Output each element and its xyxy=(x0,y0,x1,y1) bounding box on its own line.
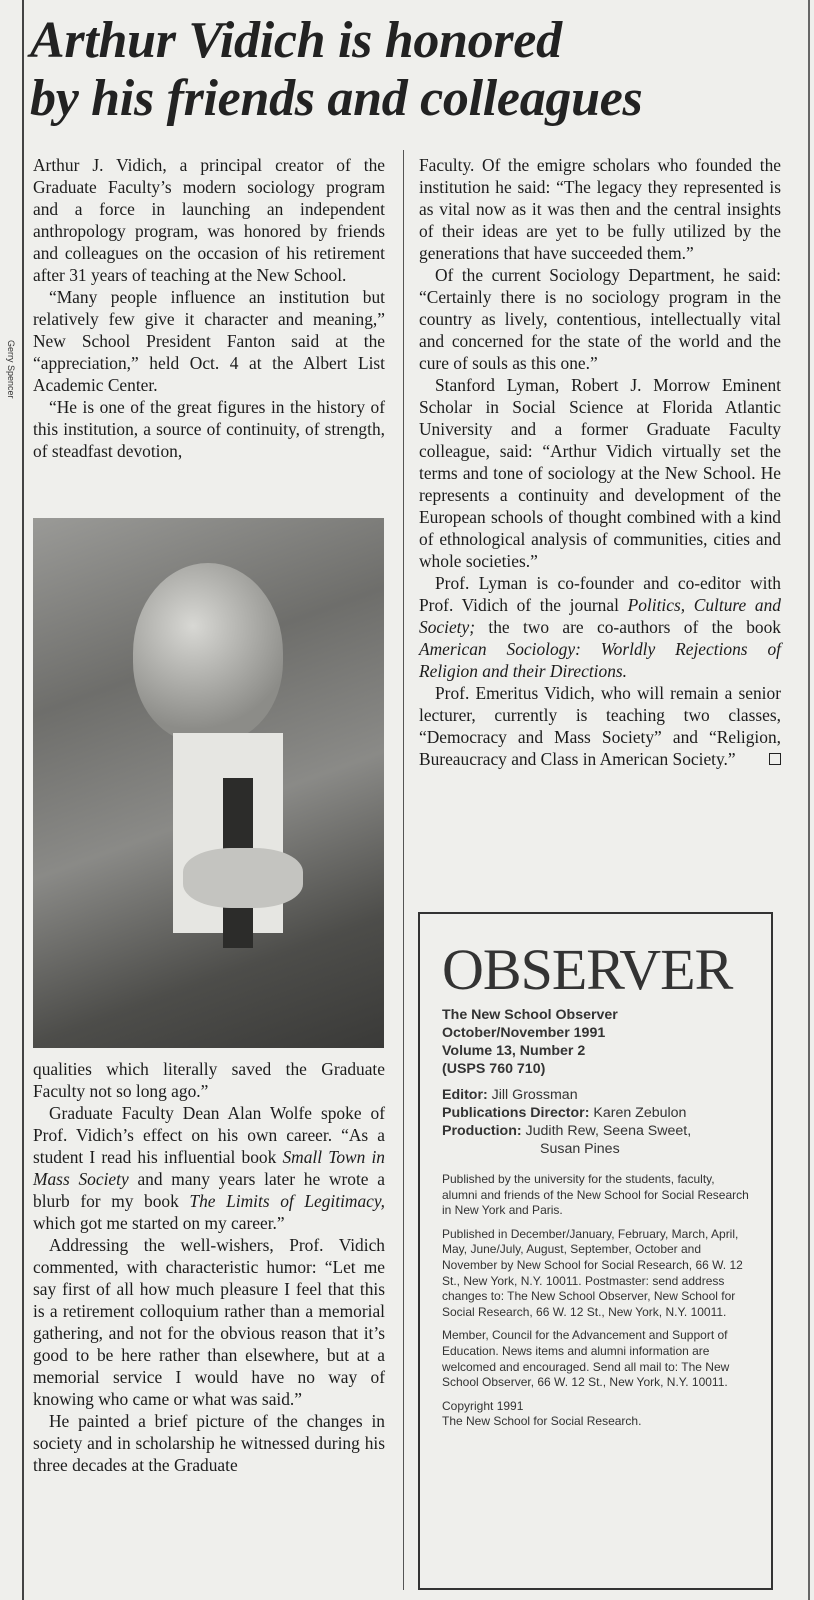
paragraph: He painted a brief picture of the changes in society and in scholarship he witnessed during his three decades at the Graduate xyxy=(33,1411,385,1475)
paragraph: Stanford Lyman, Robert J. Morrow Eminent Scholar in Social Science at Florida Atlantic University and a former Graduate Faculty colleague, said: “Arthur Vidich virtually set the terms and tone of sociology at the New School. He represents a continuity and development of the European schools of thought combined with a kind of ethnological analysis of communities, cities and whole societies.” xyxy=(419,375,781,571)
paragraph xyxy=(33,1102,385,1234)
copyright-line: The New School for Social Research. xyxy=(442,1414,642,1429)
headline-line: by his friends and colleagues xyxy=(30,70,643,127)
observer-logo: OBSERVER xyxy=(442,937,733,1002)
masthead-box xyxy=(418,912,773,1590)
staff-editor xyxy=(442,1086,749,1104)
copyright xyxy=(442,1399,749,1430)
text: and many years later he wrote a blurb for my book xyxy=(33,1169,385,1211)
staff-production xyxy=(442,1122,749,1140)
staff-list xyxy=(442,1086,749,1158)
photo-credit: Gerry Spencer xyxy=(6,340,16,399)
paragraph: Faculty. Of the emigre scholars who founded the institution he said: “The legacy they represented is as vital now as it was then and the central insights of their ideas are yet to be fully utilized by the generations that have succeeded them.” xyxy=(419,155,781,263)
book-title: The Limits of Legitimacy, xyxy=(189,1191,386,1211)
book-title: Small Town in Mass Society xyxy=(33,1147,385,1189)
paragraph xyxy=(419,682,781,770)
photo-hand-shape xyxy=(183,848,303,908)
text: Prof. Lyman is co-founder and co-editor with Prof. Vidich of the journal xyxy=(419,573,781,615)
page-edge-rule xyxy=(808,0,810,1600)
paragraph: Addressing the well-wishers, Prof. Vidich commented, with characteristic humor: “Let me say first of all how much pleasure I feel that this is a retirement colloquium rather than a memorial gathering, and not for the obvious reason that it’s good to be here rather than elsewhere, but at a memorial service I would have no way of knowing who came or what was said.” xyxy=(33,1235,385,1409)
info-paragraph: Published in December/January, February, March, April, May, June/July, August, September, October and November by New School for Social Research, 66 W. 12 St., New York, N.Y. 10011. Postmaster: send address changes to: The New School Observer, New School for Social Research, 66 W. 12 St., New York, N.Y. 10011. xyxy=(442,1226,743,1319)
label: Production: xyxy=(442,1123,522,1139)
value: Judith Rew, Seena Sweet, xyxy=(521,1123,692,1139)
headline-line: Arthur Vidich is honored xyxy=(30,12,562,69)
article-column-left-bottom xyxy=(33,1058,385,1476)
book-title: American Sociology: Worldly Rejections of Religion and their Directions. xyxy=(419,639,781,681)
masthead-line: (USPS 760 710) xyxy=(442,1061,546,1077)
article-column-right xyxy=(419,154,781,770)
value: Karen Zebulon xyxy=(589,1105,687,1121)
label: Publications Director: xyxy=(442,1105,590,1121)
masthead-line: The New School Observer xyxy=(442,1007,618,1023)
page-edge-rule xyxy=(22,0,24,1600)
journal-title: Politics, Culture and Society; xyxy=(419,595,782,637)
paragraph: “He is one of the great figures in the history of this institution, a source of continuity, of strength, of steadfast devotion, xyxy=(33,397,385,461)
text: which got me started on my career.” xyxy=(33,1213,285,1233)
masthead-info xyxy=(442,1006,749,1078)
column-divider xyxy=(403,150,404,1590)
paragraph: qualities which literally saved the Graduate Faculty not so long ago.” xyxy=(33,1059,385,1101)
article-column-left-top xyxy=(33,154,385,462)
end-mark-icon xyxy=(769,753,781,765)
masthead-line: Volume 13, Number 2 xyxy=(442,1043,586,1059)
info-paragraph: Published by the university for the students, faculty, alumni and friends of the New School for Social Research in New York and Paris. xyxy=(442,1172,749,1218)
paragraph xyxy=(419,572,781,682)
portrait-photo xyxy=(33,518,384,1048)
paragraph: “Many people influence an institution but relatively few give it character and meaning,” New School President Fanton said at the “appreciation,” held Oct. 4 at the Albert List Academic Center. xyxy=(33,287,385,395)
copyright-line: Copyright 1991 xyxy=(442,1398,524,1413)
value: Jill Grossman xyxy=(487,1087,578,1103)
headline xyxy=(30,12,642,128)
masthead-line: October/November 1991 xyxy=(442,1025,606,1041)
text: Graduate Faculty Dean Alan Wolfe spoke of Prof. Vidich’s effect on his own career. “As a student I read his influential book xyxy=(33,1103,385,1167)
staff-production-cont: Susan Pines xyxy=(540,1141,620,1157)
photo-head-shape xyxy=(133,563,283,743)
paragraph: Of the current Sociology Department, he said: “Certainly there is no sociology program in the country as lively, contentious, intellectually vital and concerned for the state of the world and the cure of souls as this one.” xyxy=(419,265,781,373)
text: the two are co-authors of the book xyxy=(475,617,781,637)
label: Editor: xyxy=(442,1087,488,1103)
paragraph: Arthur J. Vidich, a principal creator of the Graduate Faculty’s modern sociology program and a force in launching an independent anthropology program, was honored by friends and colleagues on the occasion of his retirement after 31 years of teaching at the New School. xyxy=(33,155,385,285)
text: Prof. Emeritus Vidich, who will remain a senior lecturer, currently is teaching two classes, “Democracy and Mass Society” and “Religion, Bureaucracy and Class in American Society.” xyxy=(419,683,781,769)
staff-pubdir xyxy=(442,1104,749,1122)
info-paragraph: Member, Council for the Advancement and Support of Education. News items and alumni information are welcomed and encouraged. Send all mail to: The New School Observer, 66 W. 12 St., New York, N.Y. 10011. xyxy=(442,1328,730,1390)
